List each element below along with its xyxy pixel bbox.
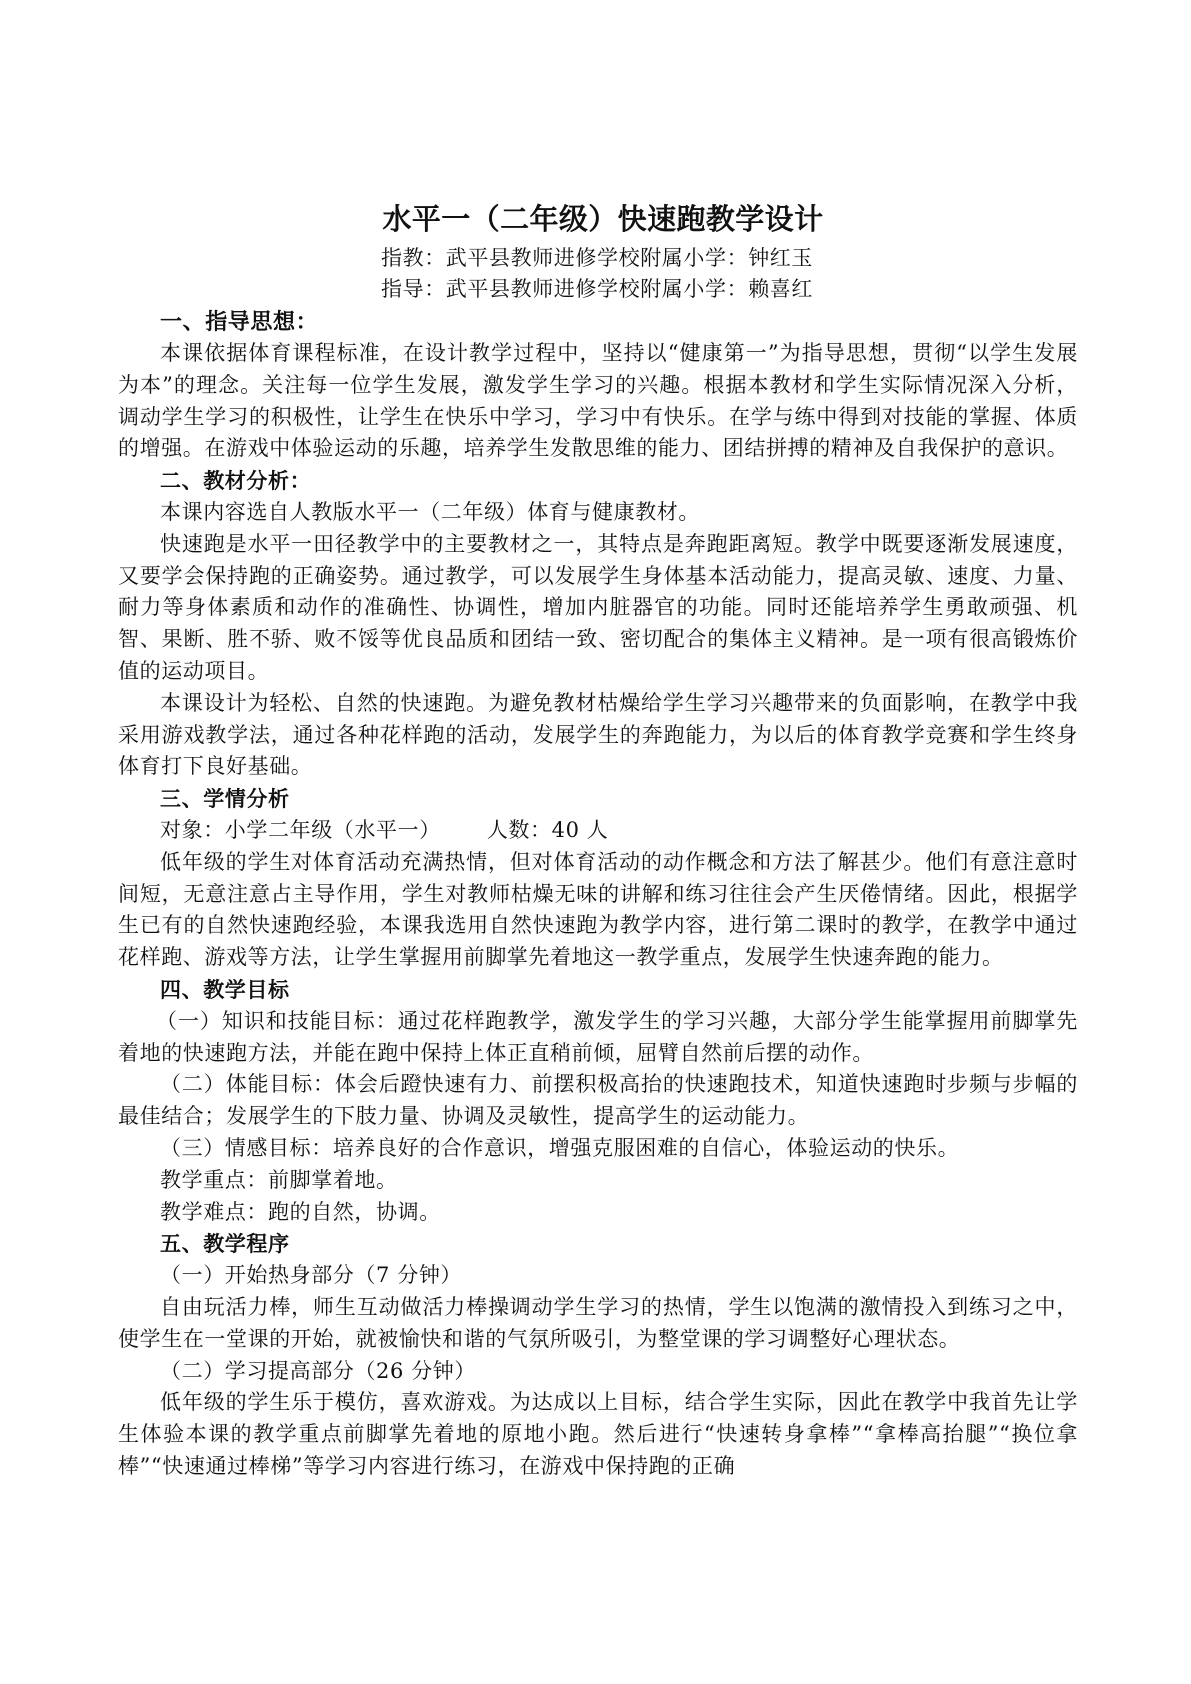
credit-instructor: 指教：武平县教师进修学校附属小学：钟红玉 bbox=[381, 246, 813, 270]
paragraph: 本课设计为轻松、自然的快速跑。为避免教材枯燥给学生学习兴趣带来的负面影响，在教学中我采用游戏教学法，通过各种花样跑的活动，发展学生的奔跑能力，为以后的体育教学竞赛和学生终身体育打下良好基础。 bbox=[118, 690, 1078, 779]
section-heading-material-analysis: 二、教材分析： bbox=[160, 468, 312, 494]
section-heading-teaching-goals: 四、教学目标 bbox=[160, 976, 290, 1002]
teaching-key-point: 教学重点：前脚掌着地。 bbox=[160, 1167, 398, 1192]
teaching-difficulty: 教学难点：跑的自然，协调。 bbox=[160, 1199, 441, 1224]
goal-knowledge-skill: （一）知识和技能目标：通过花样跑教学，激发学生的学习兴趣，大部分学生能掌握用前脚掌先着地的快速跑方法，并能在跑中保持上体正直稍前倾，屈臂自然前后摆的动作。 bbox=[118, 1008, 1078, 1065]
document-title: 水平一（二年级）快速跑教学设计 bbox=[382, 202, 824, 236]
paragraph: 自由玩活力棒，师生互动做活力棒操调动学生学习的热情，学生以饱满的激情投入到练习之中，使学生在一堂课的开始，就被愉快和谐的气氛所吸引，为整堂课的学习调整好心理状态。 bbox=[118, 1294, 1078, 1351]
paragraph: 低年级的学生对体育活动充满热情，但对体育活动的动作概念和方法了解甚少。他们有意注意时间短，无意注意占主导作用，学生对教师枯燥无味的讲解和练习往往会产生厌倦情绪。因此，根据学生已有的自然快速跑经验，本课我选用自然快速跑为教学内容，进行第二课时的教学，在教学中通过花样跑、游戏等方法，让学生掌握用前脚掌先着地这一教学重点，发展学生快速奔跑的能力。 bbox=[118, 849, 1078, 970]
goal-emotional: （三）情感目标：培养良好的合作意识，增强克服困难的自信心，体验运动的快乐。 bbox=[160, 1135, 960, 1160]
goal-physical: （二）体能目标：体会后蹬快速有力、前摆积极高抬的快速跑技术，知道快速跑时步频与步幅的最佳结合；发展学生的下肢力量、协调及灵敏性，提高学生的运动能力。 bbox=[118, 1072, 1078, 1129]
student-count: 人数：40 人 bbox=[486, 817, 609, 842]
student-info-line bbox=[160, 815, 1078, 847]
document-body bbox=[118, 197, 1078, 1483]
section-heading-student-analysis: 三、学情分析 bbox=[160, 786, 290, 812]
section-heading-guiding-thought: 一、指导思想： bbox=[160, 309, 319, 335]
paragraph: 本课内容选自人教版水平一（二年级）体育与健康教材。 bbox=[160, 499, 700, 524]
section-heading-teaching-procedure: 五、教学程序 bbox=[160, 1231, 290, 1257]
part2-heading: （二）学习提高部分（26 分钟） bbox=[160, 1358, 476, 1383]
paragraph: 低年级的学生乐于模仿，喜欢游戏。为达成以上目标，结合学生实际，因此在教学中我首先让学生体验本课的教学重点前脚掌先着地的原地小跑。然后进行“快速转身拿棒”“拿棒高抬腿”“换位拿棒”“快速通过棒梯”等学习内容进行练习，在游戏中保持跑的正确 bbox=[118, 1390, 1078, 1478]
credit-advisor: 指导：武平县教师进修学校附属小学：赖喜红 bbox=[381, 277, 813, 301]
paragraph: 本课依据体育课程标准，在设计教学过程中，坚持以“健康第一”为指导思想，贯彻“以学生发展为本”的理念。关注每一位学生发展，激发学生学习的兴趣。根据本教材和学生实际情况深入分析，调动学生学习的积极性，让学生在快乐中学习，学习中有快乐。在学与练中得到对技能的掌握、体质的增强。在游戏中体验运动的乐趣，培养学生发散思维的能力、团结拼搏的精神及自我保护的意识。 bbox=[118, 341, 1078, 461]
student-target: 对象：小学二年级（水平一） bbox=[160, 817, 441, 842]
paragraph: 快速跑是水平一田径教学中的主要教材之一，其特点是奔跑距离短。教学中既要逐渐发展速度，又要学会保持跑的正确姿势。通过教学，可以发展学生身体基本活动能力，提高灵敏、速度、力量、耐力等身体素质和动作的准确性、协调性，增加内脏器官的功能。同时还能培养学生勇敢顽强、机智、果断、胜不骄、败不馁等优良品质和团结一致、密切配合的集体主义精神。是一项有很高锻炼价值的运动项目。 bbox=[118, 531, 1078, 683]
part1-heading: （一）开始热身部分（7 分钟） bbox=[160, 1263, 463, 1288]
